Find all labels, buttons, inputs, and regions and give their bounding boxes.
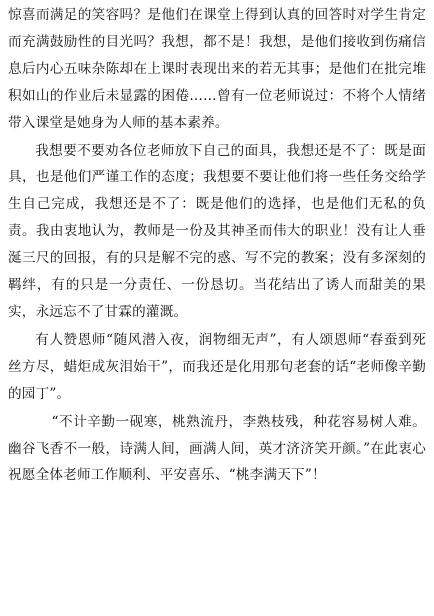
paragraph-4: “不计辛勤一砚寒，桃熟流丹，李熟枝残，种花容易树人难。幽谷飞香不一般，诗满人间，画满人间，英才济济笑开颜。”在此衷心祝愿全体老师工作顺利、平安喜乐、“桃李满天下”！ [8, 413, 426, 484]
paragraph-3: 有人赞恩师“随风潜入夜，润物细无声”，有人颂恩师“春蚕到死丝方尽，蜡炬成灰泪始干”，而我还是化用那句老套的话“老师像辛勤的园丁”。 [8, 331, 426, 402]
paragraph-1: 惊喜而满足的笑容吗？是他们在课堂上得到认真的回答时对学生肯定而充满鼓励性的目光吗？我想，都不是！我想，是他们接收到伤痛信息后内心五味杂陈却在上课时表现出来的若无其事；是他们在批完堆积如山的作业后未显露的困倦……曾有一位老师说过：不将个人情绪带入课堂是她身为人师的基本素养。 [8, 7, 426, 131]
paragraph-2: 我想要不要劝各位老师放下自己的面具，我想还是不了：既是面具，也是他们严谨工作的态度；我想要不要让他们将一些任务交给学生自己完成，我想还是不了：既是他们的选择，也是他们无私的负责。我由衷地认为，教师是一份及其神圣而伟大的职业！没有让人垂涎三尺的回报，有的只是解不完的惑、写不完的教案；没有多深刻的羁绊，有的只是一分责任、一份恳切。当花结出了诱人而甜美的果实，永远忘不了甘霖的灌溉。 [8, 142, 426, 320]
